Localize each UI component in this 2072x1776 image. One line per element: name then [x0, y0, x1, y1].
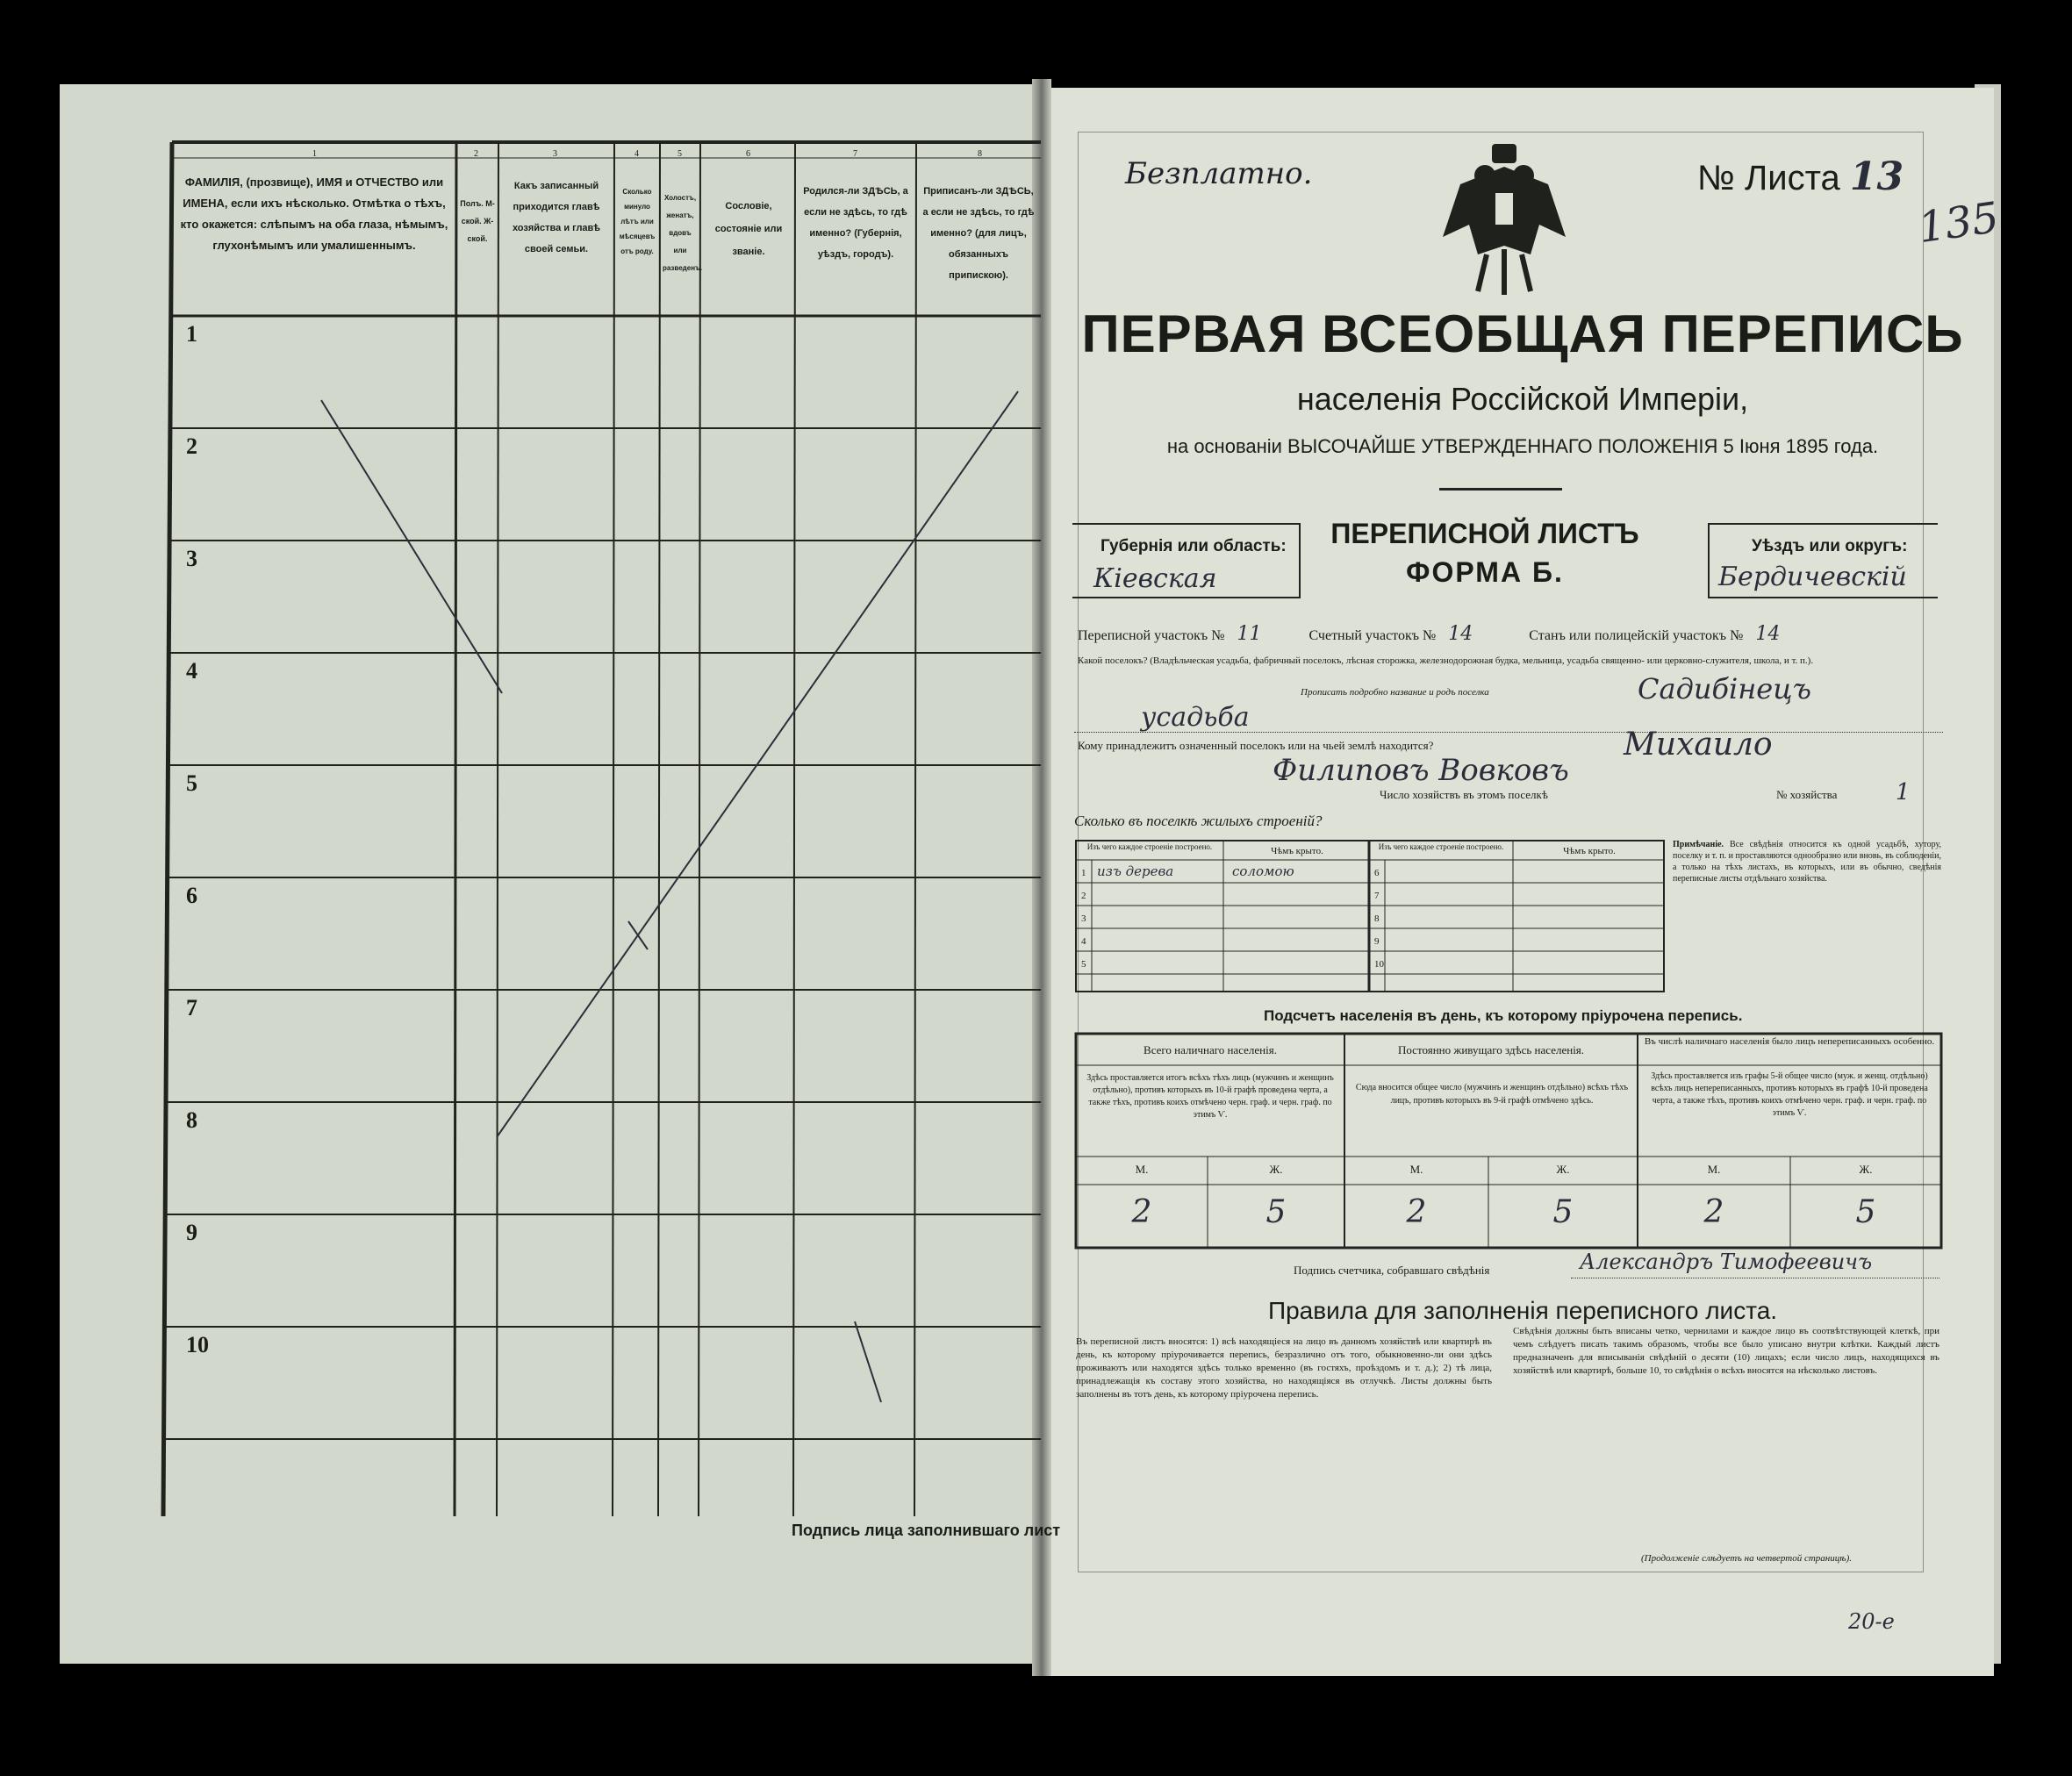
corner-number: 135: [1915, 192, 2003, 254]
police-section-label: Станъ или полицейскій участокъ №: [1529, 628, 1744, 643]
counting-section-label: Счетный участокъ №: [1308, 628, 1437, 643]
row-number: 3: [186, 546, 197, 571]
building-row-number: 8: [1374, 913, 1380, 924]
households-label: Число хозяйствъ въ этомъ поселкѣ: [1380, 788, 1548, 801]
column-number: 4: [635, 149, 639, 159]
row-number: 7: [186, 995, 197, 1020]
sex-label: М.: [1409, 1163, 1423, 1176]
building-row-number: 10: [1374, 959, 1384, 970]
settlement-value: Садибінецъ: [1638, 672, 1811, 705]
bottom-note: 20-е: [1848, 1609, 1895, 1634]
settlement-hint: Прописать подробно название и родъ поселка: [1301, 687, 1489, 698]
owner-value-second: Филиповъ Вовковъ: [1273, 753, 1569, 788]
header-born: Родился-ли ЗДѢСЬ, а если не здѣсь, то гдѣ именно? (Губернія, уѣздъ, городъ).: [803, 186, 908, 260]
header-age: Сколько минуло лѣтъ или мѣсяцевъ отъ роду.: [619, 188, 656, 255]
enumerator-label: Подпись счетчика, собравшаго свѣдѣнія: [1294, 1264, 1490, 1277]
column-number: 6: [746, 149, 750, 159]
building-row-number: 5: [1081, 959, 1086, 970]
building-roof-value: соломою: [1232, 863, 1294, 879]
sex-label: Ж.: [1556, 1163, 1570, 1176]
column-number: 8: [978, 149, 982, 159]
row-number: 1: [186, 321, 197, 347]
count-value: 2: [1406, 1194, 1427, 1230]
settlement-type-value: усадьба: [1141, 702, 1250, 733]
row-number: 5: [186, 770, 197, 796]
district-value: Бердичевскій: [1718, 562, 1907, 592]
household-no-value: 1: [1896, 779, 1911, 806]
census-title: ПЕРВАЯ ВСЕОБЩАЯ ПЕРЕПИСЬ: [1081, 304, 1964, 363]
row-number: 9: [186, 1220, 197, 1245]
row-number: 4: [186, 658, 197, 684]
sex-label: Ж.: [1859, 1163, 1873, 1176]
counts-header: Въ числѣ наличнаго населенія было лицъ непереписанныхъ особенно.: [1644, 1036, 1935, 1047]
settlement-label: Какой поселокъ? (Владѣльческая усадьба, фабричный поселокъ, лѣсная сторожка, железнодорожная будка, мельница, усадьба священно- или церковно-служителя, школа, и т. п.).: [1078, 655, 1814, 666]
building-row-number: 1: [1081, 868, 1086, 878]
building-row-number: 9: [1374, 936, 1380, 947]
counts-description: Здѣсь проставляется итогъ всѣхъ тѣхъ лицъ (мужчинъ и женщинъ отдѣльно), противъ которыхъ въ 10-й графѣ проведена черта, а также тѣхъ, противъ коихъ отмѣчено черн. граф. и черн. граф. по этимъ Ѵ.: [1086, 1073, 1334, 1120]
building-row-number: 2: [1081, 891, 1086, 901]
building-row-number: 3: [1081, 913, 1086, 924]
row-number: 8: [186, 1107, 197, 1133]
header-registered: Приписанъ-ли ЗДѢСЬ, а если не здѣсь, то гдѣ именно? (для лицъ, обязанныхъ припискою).: [922, 186, 1035, 281]
signature-label: Подпись лица заполнившаго лист: [792, 1522, 1061, 1539]
header-name: ФАМИЛІЯ, (прозвище), ИМЯ и ОТЧЕСТВО или ИМЕНА, если ихъ нѣсколько. Отмѣтка о тѣхъ, кто окажется: слѣпымъ на оба глаза, нѣмымъ, глухонѣмымъ или умалишеннымъ.: [180, 175, 448, 252]
counts-header: Всего наличнаго населенія.: [1144, 1043, 1277, 1056]
rules-continued: (Продолженіе слѣдуетъ на четвертой страницѣ).: [1641, 1553, 1852, 1564]
census-basis: на основаніи ВЫСОЧАЙШЕ УТВЕРЖДЕННАГО ПОЛОЖЕНІЯ 5 Іюня 1895 года.: [1166, 435, 1879, 457]
household-no-label: № хозяйства: [1776, 788, 1838, 801]
column-number: 3: [553, 149, 557, 159]
buildings-col-header: Чѣмъ крыто.: [1563, 846, 1616, 856]
building-row-number: 4: [1081, 936, 1086, 947]
rules-right-column: Свѣдѣнія должны быть вписаны четко, чернилами и каждое лицо въ соотвѣтствующей клеткѣ, при чемъ слѣдуетъ писать такимъ образомъ, чтобы все было уписано внутри клѣтки. Каждый листъ предназначенъ для вписыванія свѣдѣній о десяти (10) лицахъ; если число лицъ, находящихся въ хозяйствѣ или квартирѣ, больше 10, то свѣдѣнія о всѣхъ вносятся на нѣсколько листовъ.: [1513, 1326, 1939, 1376]
buildings-col-header: Изъ чего каждое строеніе построено.: [1086, 842, 1213, 851]
counts-header: Постоянно живущаго здѣсь населенія.: [1397, 1043, 1585, 1056]
form-subtitle: ФОРМА Б.: [1406, 556, 1564, 588]
count-value: 5: [1552, 1194, 1574, 1230]
province-label: Губернія или область:: [1101, 537, 1287, 555]
province-value: Кіевская: [1093, 563, 1217, 594]
free-label: Безплатно.: [1125, 156, 1313, 191]
column-number: 5: [678, 149, 682, 159]
row-number: 10: [186, 1332, 209, 1357]
counts-description: Здѣсь проставляется изъ графы 5-й общее число (муж. и женщ. отдѣльно) всѣхъ лицъ непереписанныхъ, противъ которыхъ въ графѣ 10-й проведена черта, а также тѣхъ, противъ коихъ отмѣчено черн. граф. и черн. граф. по этимъ Ѵ.: [1651, 1071, 1928, 1118]
police-section-value: 14: [1755, 623, 1781, 645]
enumerator-signature: Александръ Тимофеевичъ: [1580, 1250, 1873, 1274]
census-section-value: 11: [1237, 623, 1262, 645]
note-text: Все свѣдѣнія относится къ одной усадьбѣ, хутору, поселку и т. п. и проставляются однообразно или вновь, въ соблюденіи, а только на тѣхъ листахъ, въ которыхъ, или въ обычно, сведѣнія переписные листы отдѣльнаго хозяйства.: [1673, 840, 1941, 884]
buildings-col-header: Чѣмъ крыто.: [1271, 846, 1323, 856]
counts-description: Сюда вносится общее число (мужчинъ и женщинъ отдѣльно) всѣхъ тѣхъ лицъ, противъ которыхъ въ 9-й графѣ отмѣчено здѣсь.: [1355, 1083, 1629, 1106]
note-title: Примѣчаніе.: [1673, 840, 1724, 849]
column-number: 2: [474, 149, 478, 159]
census-subtitle: населенія Россійской Имперіи,: [1296, 381, 1749, 417]
buildings-col-header: Изъ чего каждое строеніе построено.: [1378, 842, 1504, 851]
count-value: 2: [1131, 1194, 1152, 1230]
sex-label: М.: [1135, 1163, 1149, 1176]
sheet-number-text: № Листа: [1697, 159, 1840, 197]
district-label: Уѣздъ или округъ:: [1752, 537, 1908, 555]
column-number: 7: [853, 149, 857, 159]
sheet-number-value: 13: [1849, 154, 1904, 199]
header-estate: Сословіе, состояніе или званіе.: [714, 201, 783, 257]
form-title: ПЕРЕПИСНОЙ ЛИСТЪ: [1330, 518, 1639, 549]
count-value: 5: [1855, 1194, 1876, 1230]
count-value: 2: [1703, 1194, 1724, 1230]
header-relation: Какъ записанный приходится главѣ хозяйства и главѣ своей семьи.: [512, 181, 601, 254]
buildings-label: Сколько въ поселкѣ жилыхъ строеній?: [1074, 813, 1323, 829]
rules-title: Правила для заполненія переписного листа.: [1267, 1297, 1778, 1324]
owner-value-first: Михаило: [1624, 727, 1773, 763]
census-section-label: Переписной участокъ №: [1078, 628, 1225, 643]
count-value: 5: [1265, 1194, 1287, 1230]
header-marital: Холостъ, женатъ, вдовъ или разведенъ.: [663, 194, 703, 272]
counts-title: Подсчетъ населенія въ день, къ которому пріурочена перепись.: [1264, 1007, 1743, 1024]
header-sex: Полъ. М-ской. Ж-ской.: [460, 199, 495, 243]
building-material-value: изъ дерева: [1097, 863, 1174, 879]
row-number: 2: [186, 433, 197, 459]
sex-label: М.: [1707, 1163, 1721, 1176]
rules-left-column: Въ переписной листъ вносятся: 1) всѣ находящіеся на лицо въ данномъ хозяйствѣ или квартирѣ въ день, къ которому пріурочивается перепись, безразлично отъ того, обыкновенно-ли они здѣсь проживаютъ или находятся здѣсь только временно (въ гостяхъ, проѣздомъ и т. д.); 2) тѣ лица, принадлежащія къ составу этого хозяйства, но находящіяся въ отлучкѣ. Листы должны быть заполнены въ тотъ день, къ которому пріурочена перепись.: [1076, 1336, 1492, 1400]
sex-label: Ж.: [1269, 1163, 1283, 1176]
building-row-number: 6: [1374, 868, 1380, 878]
counting-section-value: 14: [1448, 623, 1473, 645]
row-number: 6: [186, 883, 197, 908]
owner-label: Кому принадлежитъ означенный поселокъ или на чьей землѣ находится?: [1078, 739, 1434, 752]
column-number: 1: [312, 149, 317, 159]
building-row-number: 7: [1374, 891, 1380, 901]
